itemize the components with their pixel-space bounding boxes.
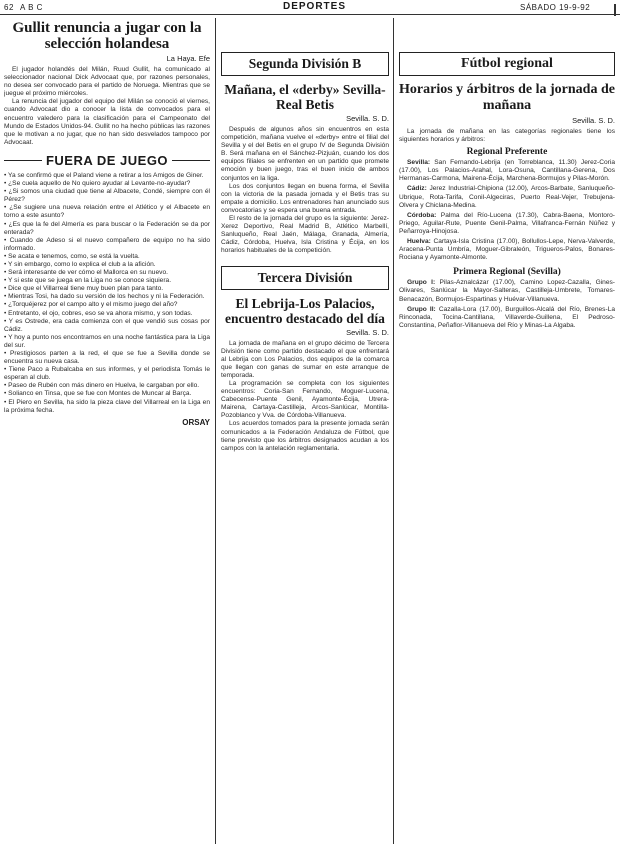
group-fixtures: Jerez Industrial-Chipiona (12.00), Arcos-Barbate, Sanluqueño-Ubrique, Rota-Tarifa, Conil-Algeciras, Puerto Real-Vejer, Trebujena-Olvera y Chiclana-Medina. xyxy=(399,185,615,209)
regional-article xyxy=(399,128,615,144)
bullet-icon: • xyxy=(4,366,9,374)
right-column xyxy=(399,52,615,842)
bullet-icon: • xyxy=(4,260,9,268)
bullet-icon: • xyxy=(4,269,9,277)
fixture-group xyxy=(399,159,615,183)
column-signature: ORSAY xyxy=(182,417,210,427)
edge-mark xyxy=(614,4,616,16)
sevilla-betis-headline: Mañana, el «derby» Sevilla-Real Betis xyxy=(224,82,386,112)
group-lead: Sevilla: xyxy=(407,159,431,167)
section-name: DEPORTES xyxy=(283,1,347,12)
page-header xyxy=(0,0,620,14)
fuera-de-juego-item xyxy=(4,204,210,220)
item-text: Y sin embargo, como lo explica el club a la afición. xyxy=(8,260,156,268)
fuera-de-juego-item xyxy=(4,237,210,253)
bullet-icon: • xyxy=(4,390,9,398)
group-fixtures: San Fernando-Lebrija (en Torreblanca, 11.30) Jerez-Coria (17.00), Los Palacios-Arahal, Lora-Osuna, Cantillana-Gerena, Dos Hermanas-Carmona, Mairena-Écija, Marchena-Bormujos y Pilas-Morón. xyxy=(399,159,615,183)
bullet-icon: • xyxy=(4,317,9,325)
fuera-de-juego-item xyxy=(4,180,210,188)
header-rule xyxy=(0,14,620,15)
bullet-icon: • xyxy=(4,277,9,285)
group-fixtures: Palma del Río-Lucena (17.30), Cabra-Baena, Montoro-Priego, Aguilar-Rute, Puente Genil-Palma, Villafranca-Fernán Núñez y Peñarroya-Hinojosa. xyxy=(399,211,615,235)
fuera-de-juego-item xyxy=(4,221,210,237)
fuera-de-juego-item xyxy=(4,318,210,334)
item-text: Tiene Paco a Rubalcaba en sus informes, y el periodista Tomás le esperan al club. xyxy=(4,366,210,382)
item-text: ¿Si somos una ciudad que tiene al Albacete, Condé, siempre con él Pérez? xyxy=(4,188,210,204)
group-lead: Grupo II: xyxy=(407,305,436,313)
middle-column xyxy=(221,52,389,842)
bullet-icon: • xyxy=(4,204,10,212)
horarios-headline: Horarios y árbitros de la jornada de mañana xyxy=(399,82,615,113)
item-text: El Piero en Sevilla, ha sido la pieza clave del Villarreal en la Liga en la próxima fecha. xyxy=(4,398,210,414)
gullit-paragraph-2: La renuncia del jugador del equipo del Milán se conoció el viernes, cuando Advocaat dio a conocer la lista de convocados para el encuentro valedero para la clasificación para el Campeonato del Mundo de Estados Unidos-94. Gullit no ha hecho públicas las razones que le motivan a no jugar, que no han sido desvelados tampoco por Advocaat. xyxy=(4,98,210,146)
fuera-de-juego-item xyxy=(4,172,210,180)
fixture-group xyxy=(399,279,615,303)
bullet-icon: • xyxy=(4,180,9,188)
sevilla-paragraph-2: Los dos conjuntos llegan en buena forma, el Sevilla con la victoria de la pasada jornada y el Betis tras su empate a domicilio. Los entrenadores han anunciado sus convocatorias y se espera una buena entrada. xyxy=(221,182,389,214)
fuera-de-juego-item xyxy=(4,301,210,309)
group-lead: Huelva: xyxy=(407,238,431,246)
gullit-paragraph-1: El jugador holandés del Milán, Ruud Gullit, ha comunicado al seleccionador nacional Dick Advocaat que, por razones personales, no desea ser convocado para el partido de Noruega. Mientras que se juegue el próximo miércoles. xyxy=(4,66,210,98)
item-text: ¿Se sugiere una nueva relación entre el Atlético y el Albacete en torno a este asunto? xyxy=(4,204,210,220)
item-text: Solianco en Tinsa, que se fue con Montes de Muncar al Barça. xyxy=(8,390,192,398)
item-text: Y es Ostrede, era cada comienza con el que vendió sus cosas por Cádiz. xyxy=(4,317,210,333)
bullet-icon: • xyxy=(4,382,9,390)
fuera-de-juego-item xyxy=(4,366,210,382)
bullet-icon: • xyxy=(4,333,9,341)
fixture-group xyxy=(399,212,615,236)
group-fixtures: Pilas-Aznalcázar (17.00), Camino Lopez-Cazalla, Gines-Olivares, Sanlúcar la Mayor-Salteras, Castilleja-Umbrete, Tomares-Benacazón, Bormujos-Espartinas y Huévar-Villanueva. xyxy=(399,279,615,303)
sevilla-byline: Sevilla. S. D. xyxy=(346,114,389,123)
newspaper-name: A B C xyxy=(20,3,43,12)
bullet-icon: • xyxy=(4,236,10,244)
sevilla-paragraph-1: Después de algunos años sin encuentros en esta competición, mañana vuelve el «derby» entre el filial del Sevilla y el del Betis en el grupo IV de Segunda División B. Será mañana en el Sánchez-Pizjuán, cuando los dos equipos filiales se enfrenten en un partido que promete emoción y buen juego, tras el buen inicio de ambos conjuntos en la liga. xyxy=(221,126,389,182)
heading-rule-right xyxy=(172,160,210,161)
item-text: ¿Se cuela aquello de No quiero ayudar al Levante-no-ayudar? xyxy=(8,180,191,188)
regional-intro: La jornada de mañana en las categorías regionales tiene los siguientes horarios y árbitros: xyxy=(399,128,615,144)
item-text: Se acata e tenemos, como, se está la vuelta. xyxy=(8,252,140,260)
fuera-de-juego-item xyxy=(4,390,210,398)
fuera-de-juego-item xyxy=(4,261,210,269)
lebrija-headline: El Lebrija-Los Palacios, encuentro destacado del día xyxy=(225,295,385,326)
fuera-de-juego-title: FUERA DE JUEGO xyxy=(45,152,169,168)
fixture-group xyxy=(399,185,615,209)
item-text: Paseo de Rubén con más dinero en Huelva, le cargaban por ello. xyxy=(8,382,200,390)
page-number: 62 xyxy=(4,3,14,12)
lebrija-byline: Sevilla. S. D. xyxy=(346,327,389,337)
item-text: Entretanto, el ojo, cobres, eso se va ahora mismo, y son todas. xyxy=(8,309,193,317)
bullet-icon: • xyxy=(4,188,9,196)
group-fixtures: Cazalla-Lora (17.00), Burguillos-Alcalá del Río, Brenes-La Rinconada, Tocina-Cantillana, Villaverde-Guillena, El Pedroso-Constantina, Peñaflor-Villanueva del Río y Minas-La Algaba. xyxy=(399,305,615,329)
preferente-list xyxy=(399,159,615,262)
left-column xyxy=(4,20,210,846)
fuera-de-juego-item xyxy=(4,269,210,277)
fuera-de-juego-item xyxy=(4,277,210,285)
tercera-division-box: Tercera División xyxy=(221,266,389,290)
issue-date: SÁBADO 19-9-92 xyxy=(520,3,591,12)
primera-list xyxy=(399,279,615,330)
group-fixtures: Cartaya-Isla Cristina (17.00), Bollullos-Lepe, Nerva-Valverde, Aracena-Punta Umbría, Moguer-Gibraleón, Trigueros-Palos, Bonares-Rociana y Ayamonte-Almonte. xyxy=(399,238,615,262)
gullit-byline: La Haya. Efe xyxy=(166,54,210,63)
preferente-subhead: Regional Preferente xyxy=(466,147,548,158)
heading-rule-left xyxy=(4,160,42,161)
group-lead: Córdoba: xyxy=(407,211,437,219)
fuera-de-juego-item xyxy=(4,350,210,366)
fixture-group xyxy=(399,306,615,330)
fuera-de-juego-item xyxy=(4,285,210,293)
group-lead: Grupo I: xyxy=(407,279,436,287)
fuera-de-juego-item xyxy=(4,310,210,318)
item-text: Y si este que se juega en la Liga no se conoce siquiera. xyxy=(8,277,172,285)
fuera-de-juego-item xyxy=(4,188,210,204)
fuera-de-juego-heading xyxy=(4,153,210,168)
fuera-de-juego-item xyxy=(4,382,210,390)
lebrija-article xyxy=(221,340,389,453)
sevilla-article xyxy=(221,126,389,256)
bullet-icon: • xyxy=(4,398,9,406)
regional-byline: Sevilla. S. D. xyxy=(572,116,615,125)
primera-subhead: Primera Regional (Sevilla) xyxy=(453,267,561,278)
column-rule-1 xyxy=(215,18,216,844)
bullet-icon: • xyxy=(4,171,9,179)
fuera-de-juego-item xyxy=(4,293,210,301)
bullet-icon: • xyxy=(4,350,11,357)
bullet-icon: • xyxy=(4,285,9,293)
lebrija-paragraph-3: Los acuerdos tomados para la presente jornada serán comunicados a la Federación Andaluza de Fútbol, que tiene previsto que los árbitros designados acudan a los campos con la antelación reglamentaria. xyxy=(221,420,389,452)
sevilla-paragraph-3: El resto de la jornada del grupo es la siguiente: Jerez-Xerez Deportivo, Real Madrid B, Atlético Marbellí, Sanluqueño, Real Jaén, Málaga, Granada, Almería, Cádiz, Córdoba, Huelva, Isla Cristina y Écija, en los horarios habituales de la competición. xyxy=(221,215,389,255)
lebrija-paragraph-2: La programación se completa con los siguientes encuentros: Coria-San Fernando, Moguer-Lucena, Cabecense-Puente Genil, Ayamonte-Écija, Utrera-Mairena, Cartaya-Castilleja, Arcos-Sanlúcar, Montilla-Pozoblanco y Vva. de Córdoba-Villanueva. xyxy=(221,379,389,420)
fixture-group xyxy=(399,238,615,262)
item-text: Prestigiosos parten a la red, el que se fue a Sevilla donde se encuentra su nueva casa. xyxy=(4,350,210,366)
item-text: Será interesante de ver cómo el Mallorca en su nuevo. xyxy=(8,269,168,277)
gullit-headline: Gullit renuncia a jugar con la selección holandesa xyxy=(12,20,202,52)
gullit-article xyxy=(4,66,210,147)
bullet-icon: • xyxy=(4,309,9,317)
segunda-division-box: Segunda División B xyxy=(221,52,389,76)
fuera-de-juego-item xyxy=(4,253,210,261)
bullet-icon: • xyxy=(4,252,9,260)
bullet-icon: • xyxy=(4,220,9,228)
item-text: Dice que el Villarreal tiene muy buen plan para tanto. xyxy=(8,285,164,293)
item-text: Y hoy a punto nos encontramos en una noche fantástica para la Liga del sur. xyxy=(4,333,210,349)
group-lead: Cádiz: xyxy=(407,185,427,193)
item-text: ¿Es que la fe del Almería es para buscar o la Federación se da por enterada? xyxy=(4,220,210,236)
fuera-de-juego-item xyxy=(4,334,210,350)
fuera-de-juego-list xyxy=(4,172,210,415)
lebrija-paragraph-1: La jornada de mañana en el grupo décimo de Tercera División tiene como partido destacado el que enfrentará al Lebrija con Los Palacios, dos equipos de la comarca que llegan con ganas de sumar en este arranque de temporada. xyxy=(221,339,389,379)
item-text: Ya se confirmó que el Paland viene a retirar a los Amigos de Giner. xyxy=(8,171,204,179)
bullet-icon: • xyxy=(4,301,9,309)
column-rule-2 xyxy=(393,18,394,844)
item-text: ¿Torquéjerez por el campo alto y el mismo juego del año? xyxy=(8,301,178,309)
item-text: Mientras Tosi, ha dado su versión de los hechos y ni la Federación. xyxy=(8,293,205,301)
item-text: Cuando de Adeso si el nuevo compañero de equipo no ha sido informado. xyxy=(4,236,210,252)
futbol-regional-box: Fútbol regional xyxy=(399,52,615,76)
fuera-de-juego-item xyxy=(4,399,210,415)
bullet-icon: • xyxy=(4,293,9,301)
